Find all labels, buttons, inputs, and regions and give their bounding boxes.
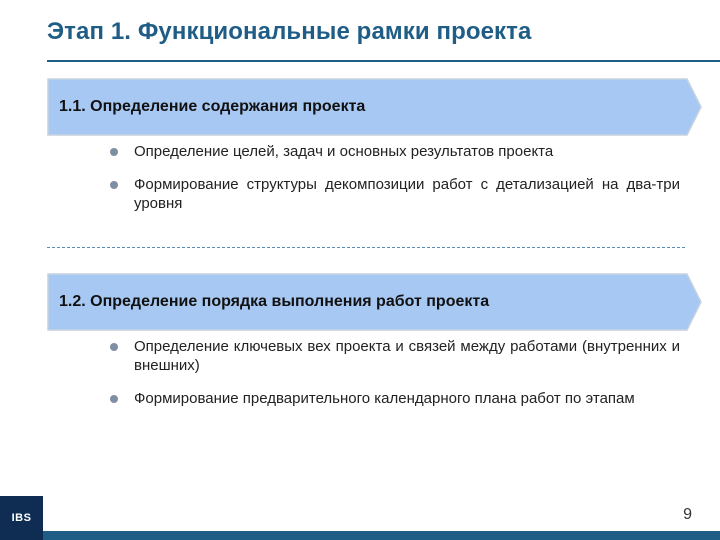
bullet-text: Формирование предварительного календарного плана работ по этапам — [134, 390, 635, 407]
bullet-text: Определение целей, задач и основных результатов проекта — [134, 143, 554, 160]
section-banner-1 — [47, 78, 702, 136]
footer-bar — [43, 531, 720, 540]
bullet-text: Определение ключевых вех проекта и связей между работами (внутренних и внешних) — [134, 338, 680, 374]
section-heading-2: 1.2. Определение порядка выполнения работ проекта — [59, 293, 490, 310]
section-banner-2 — [47, 273, 702, 331]
bullet-icon — [110, 181, 118, 189]
list-item — [108, 337, 680, 375]
bullet-icon — [110, 343, 118, 351]
list-item — [108, 389, 680, 408]
ibs-logo: IBS — [0, 496, 43, 540]
bullet-list-2 — [108, 337, 680, 422]
bullet-icon — [110, 148, 118, 156]
bullet-list-1 — [108, 142, 680, 227]
page-number: 9 — [683, 506, 692, 523]
section-heading-1: 1.1. Определение содержания проекта — [59, 98, 366, 115]
slide-title: Этап 1. Функциональные рамки проекта — [47, 18, 532, 45]
list-item — [108, 142, 680, 161]
title-underline — [47, 60, 720, 62]
bullet-icon — [110, 395, 118, 403]
section-divider — [47, 247, 685, 248]
list-item — [108, 175, 680, 213]
bullet-text: Формирование структуры декомпозиции работ с детализацией на два-три уровня — [134, 176, 680, 212]
